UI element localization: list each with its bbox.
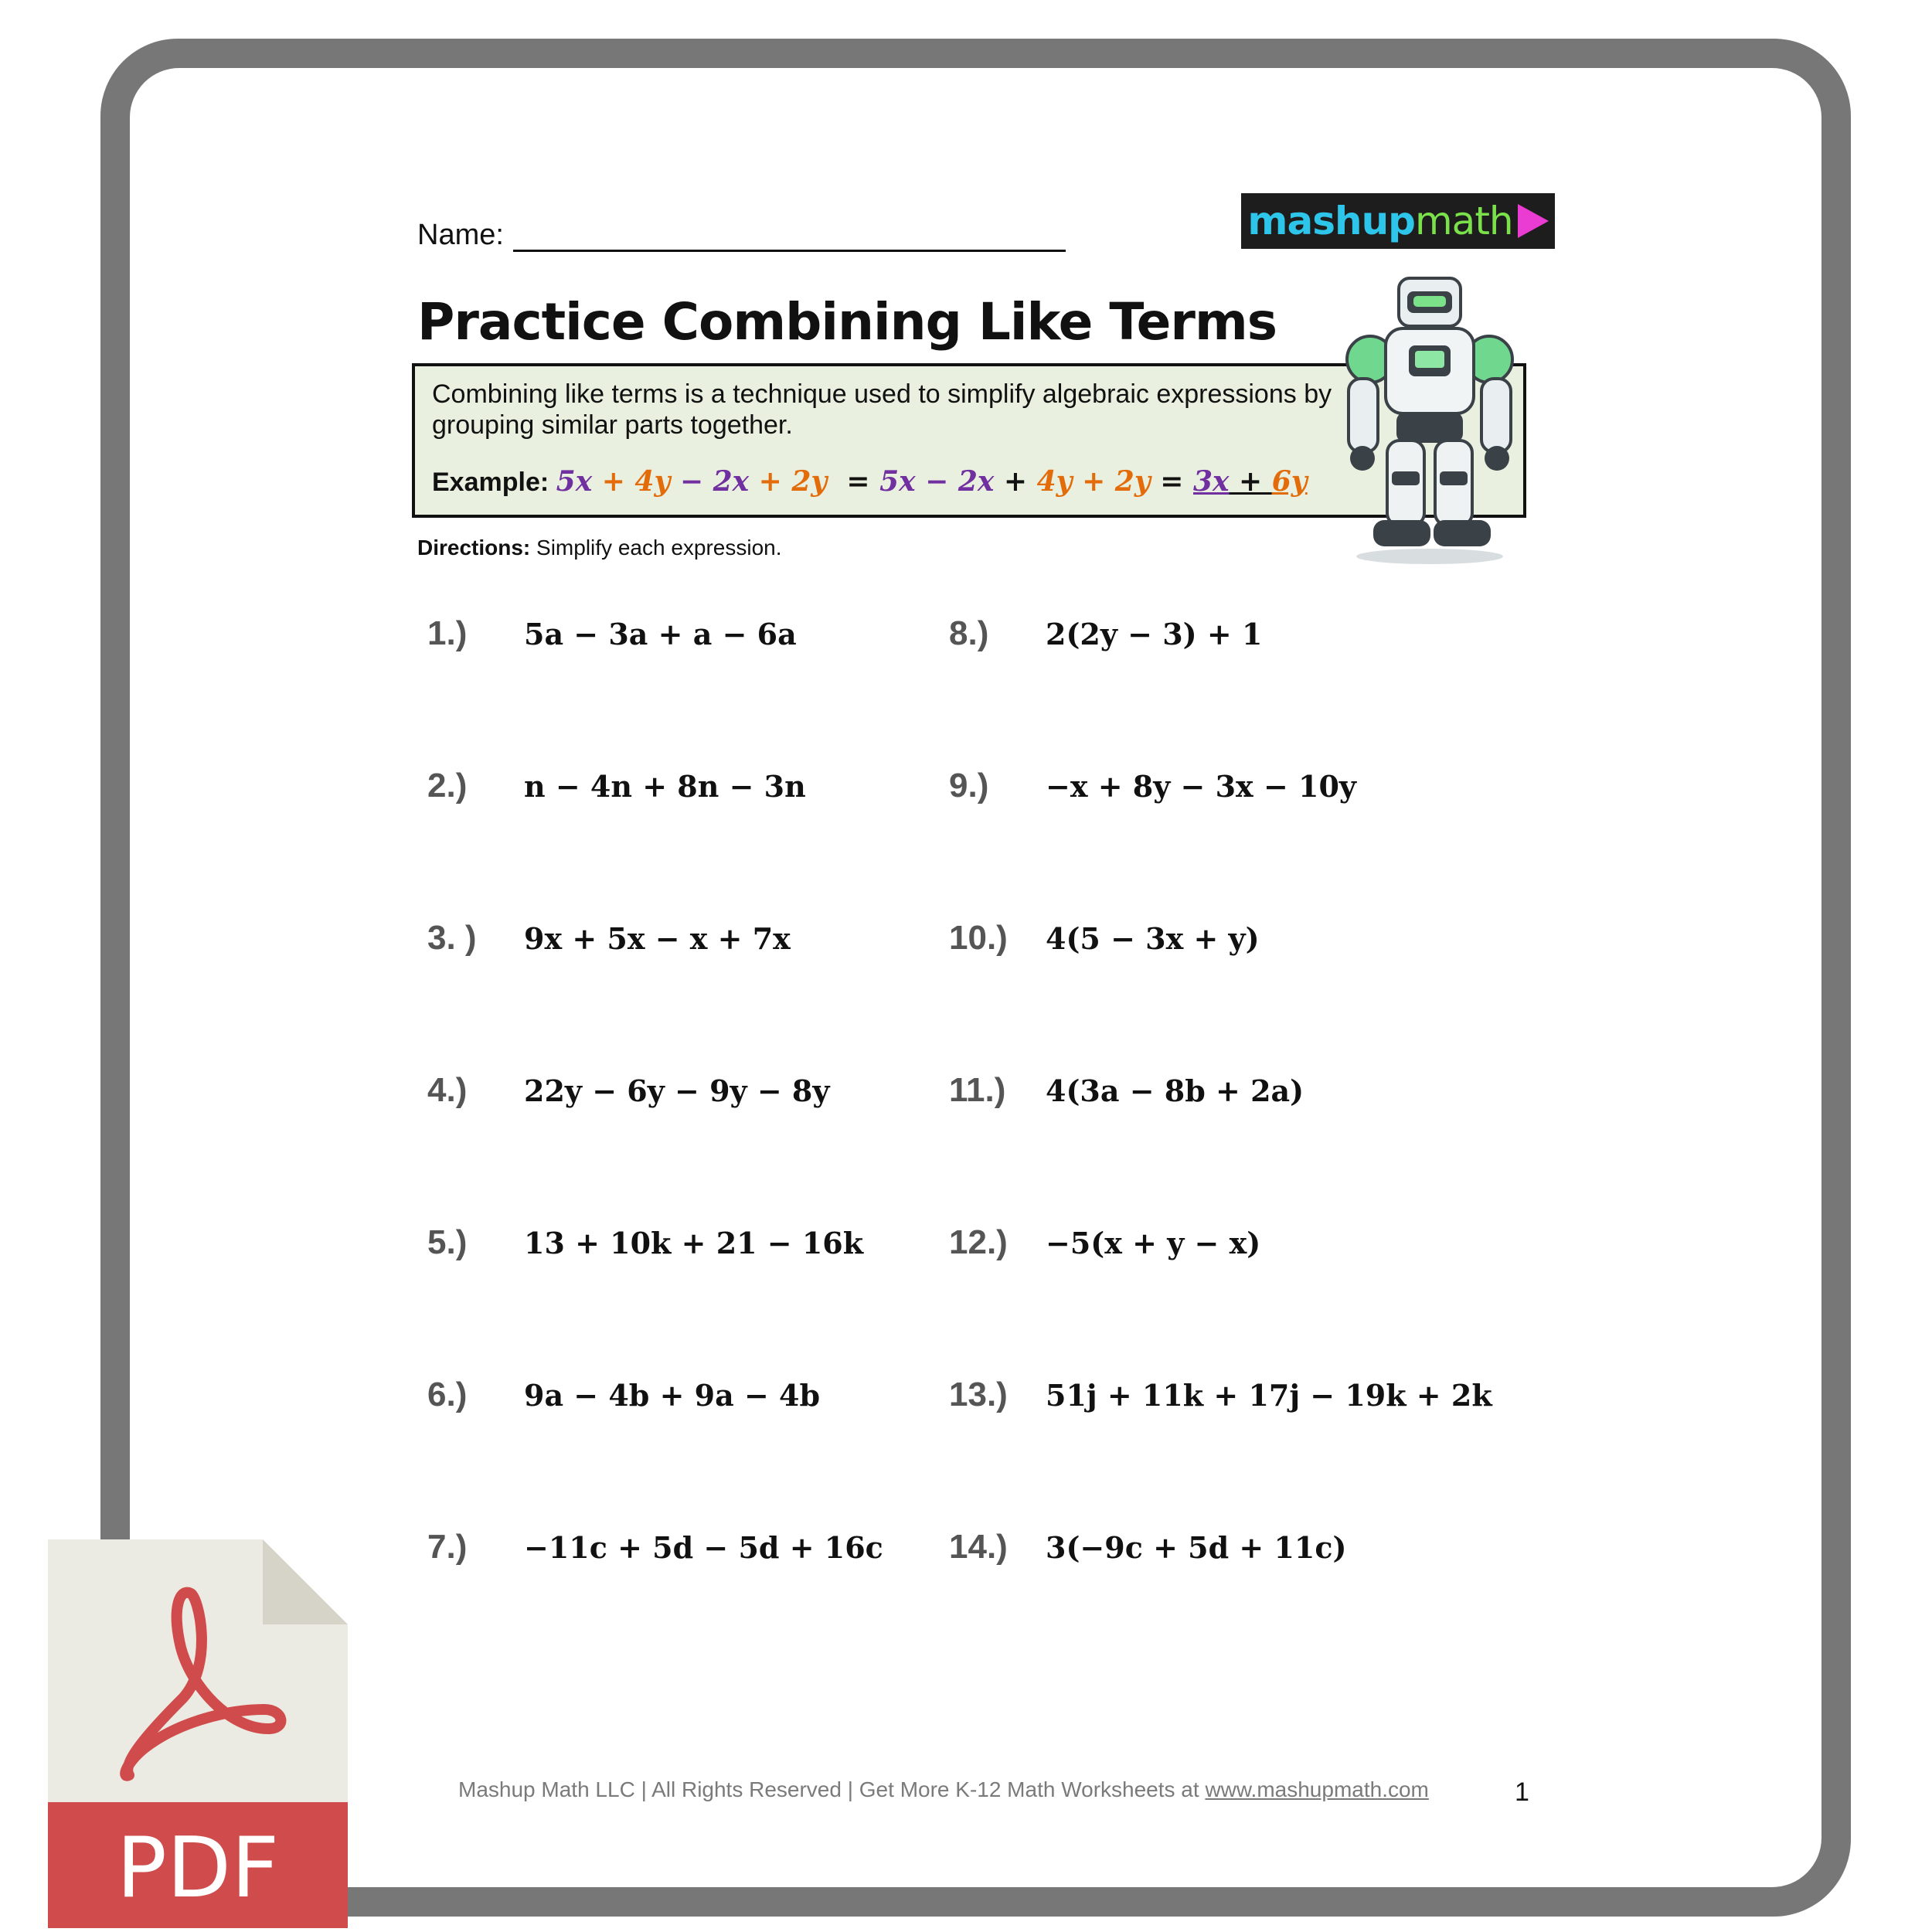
- example-term: 4y: [634, 465, 671, 498]
- example-term: +: [749, 465, 792, 498]
- problem-number: 9.): [949, 767, 989, 804]
- info-description: Combining like terms is a technique used to simplify algebraic expressions by grouping similar parts together.: [432, 379, 1332, 440]
- problem-expression: 9x + 5x − x + 7x: [524, 921, 791, 956]
- example-term: −: [915, 465, 958, 498]
- footer-text: Mashup Math LLC | All Rights Reserved | Get More K-12 Math Worksheets at: [458, 1777, 1206, 1801]
- problem-number: 2.): [427, 767, 468, 804]
- page-number: 1: [1515, 1777, 1529, 1807]
- directions: [417, 536, 782, 560]
- example-term: +: [592, 465, 635, 498]
- problem-2: [427, 767, 806, 805]
- example-term: 2y: [1114, 465, 1151, 498]
- mashupmath-logo: [1241, 193, 1555, 249]
- example-term: 2x: [957, 465, 995, 498]
- problem-7: [427, 1528, 883, 1566]
- logo-text-math: math: [1414, 199, 1513, 243]
- example-term: −: [670, 465, 713, 498]
- example-term: +: [1229, 465, 1272, 498]
- problem-expression: 3(−9c + 5d + 11c): [1046, 1530, 1347, 1565]
- example-term: 4y: [1036, 465, 1073, 498]
- problem-expression: 2(2y − 3) + 1: [1046, 617, 1263, 651]
- problem-1: [427, 614, 797, 653]
- problem-expression: −x + 8y − 3x − 10y: [1046, 769, 1356, 804]
- example-term: 2x: [713, 465, 750, 498]
- problem-expression: n − 4n + 8n − 3n: [524, 769, 806, 804]
- problem-number: 6.): [427, 1376, 468, 1413]
- problem-11: [949, 1071, 1304, 1110]
- problem-14: [949, 1528, 1346, 1566]
- problem-13: [949, 1376, 1492, 1414]
- page-title: Practice Combining Like Terms: [417, 292, 1277, 352]
- robot-illustration: [1333, 274, 1526, 568]
- problem-expression: −11c + 5d − 5d + 16c: [524, 1530, 883, 1565]
- example-term: =: [827, 465, 880, 498]
- example-term: 5x: [879, 465, 916, 498]
- problem-number: 3. ): [427, 919, 477, 957]
- problem-4: [427, 1071, 829, 1110]
- problem-expression: −5(x + y − x): [1046, 1226, 1261, 1260]
- problem-10: [949, 919, 1260, 957]
- problem-3: [427, 919, 791, 957]
- example-term: 5x: [556, 465, 593, 498]
- problem-expression: 9a − 4b + 9a − 4b: [524, 1378, 821, 1413]
- footer: [458, 1777, 1429, 1802]
- problem-12: [949, 1223, 1260, 1262]
- problem-number: 13.): [949, 1376, 1008, 1413]
- play-icon: [1518, 204, 1549, 238]
- example-line: [432, 465, 1308, 498]
- problem-6: [427, 1376, 820, 1414]
- directions-text: Simplify each expression.: [530, 536, 782, 560]
- problem-5: [427, 1223, 863, 1262]
- problem-number: 5.): [427, 1223, 468, 1261]
- problem-number: 11.): [949, 1071, 1006, 1109]
- problem-expression: 13 + 10k + 21 − 16k: [524, 1226, 864, 1260]
- problem-number: 10.): [949, 919, 1008, 957]
- problem-expression: 51j + 11k + 17j − 19k + 2k: [1046, 1378, 1492, 1413]
- example-label: Example:: [432, 468, 549, 497]
- pdf-file-icon[interactable]: [48, 1539, 348, 1928]
- name-label: Name:: [417, 219, 504, 251]
- example-term: 6y: [1271, 465, 1308, 498]
- problem-number: 14.): [949, 1528, 1008, 1566]
- name-field: [417, 219, 1066, 252]
- name-line: [513, 222, 1066, 252]
- logo-text-mashup: mashup: [1247, 199, 1415, 243]
- problem-expression: 4(5 − 3x + y): [1046, 921, 1260, 956]
- problem-8: [949, 614, 1262, 653]
- problem-number: 8.): [949, 614, 989, 652]
- example-expression: [556, 465, 1308, 498]
- problem-number: 7.): [427, 1528, 468, 1566]
- problem-number: 1.): [427, 614, 468, 652]
- problem-expression: 5a − 3a + a − 6a: [524, 617, 797, 651]
- problem-number: 4.): [427, 1071, 468, 1109]
- example-term: 3x: [1192, 465, 1230, 498]
- pdf-label: PDF: [116, 1820, 280, 1917]
- problem-number: 12.): [949, 1223, 1008, 1261]
- example-term: +: [994, 465, 1037, 498]
- problem-expression: 22y − 6y − 9y − 8y: [524, 1073, 830, 1108]
- example-term: =: [1150, 465, 1193, 498]
- problem-expression: 4(3a − 8b + 2a): [1046, 1073, 1304, 1108]
- footer-link[interactable]: www.mashupmath.com: [1205, 1777, 1429, 1801]
- robot-icon: [1347, 278, 1512, 564]
- problem-9: [949, 767, 1356, 805]
- example-term: +: [1072, 465, 1115, 498]
- example-term: 2y: [791, 465, 828, 498]
- directions-label: Directions:: [417, 536, 531, 560]
